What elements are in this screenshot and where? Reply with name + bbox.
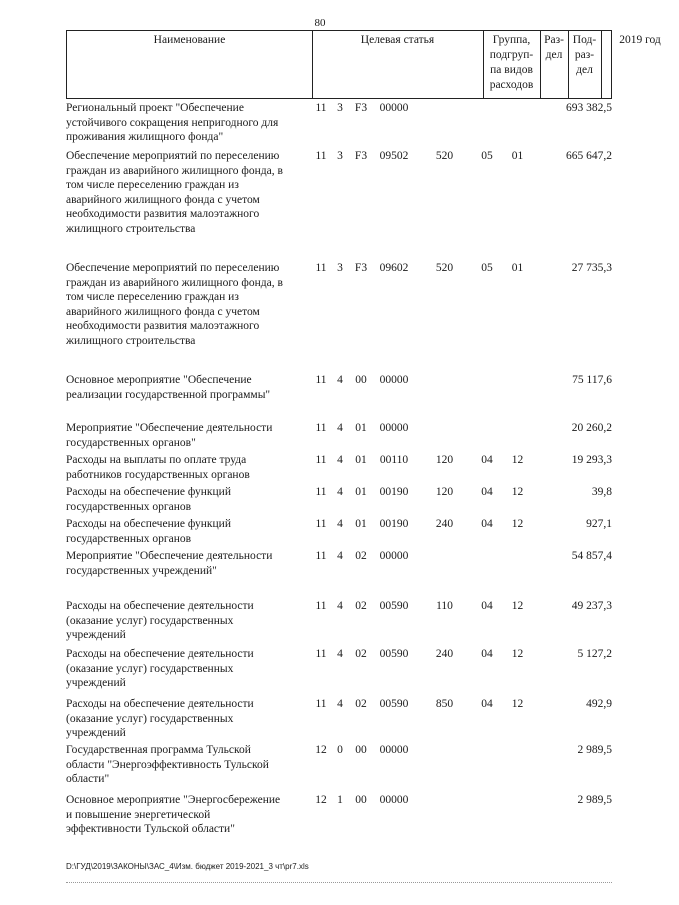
amount-2019: 5 127,2 (577, 648, 612, 660)
amount-2019: 2 989,5 (577, 794, 612, 806)
amount-2019: 492,9 (586, 698, 612, 710)
target-code-direction: 00 (355, 374, 367, 386)
subsection-code: 12 (511, 698, 524, 710)
header-section: Раз- дел (544, 34, 564, 61)
target-code-direction: F3 (354, 262, 368, 274)
header-expense-group: Группа, подгруп- па видов расходов (489, 34, 534, 91)
expense-group-code: 520 (435, 262, 454, 274)
target-code-direction: 02 (355, 648, 367, 660)
row-name: Расходы на выплаты по оплате труда работников государственных органов (66, 454, 250, 481)
amount-2019: 54 857,4 (571, 550, 612, 562)
file-path: D:\ГУД\2019\ЗАКОНЫ\ЗАС_4\Изм. бюджет 2019-2021_3 чт\pr7.xls (66, 862, 309, 871)
target-code-expense: 00590 (379, 698, 409, 710)
target-code-subprogram: 0 (337, 744, 343, 756)
target-code-direction: 01 (355, 486, 367, 498)
target-code-program: 12 (315, 794, 327, 806)
section-code: 04 (481, 518, 493, 530)
target-code-subprogram: 4 (337, 600, 343, 612)
target-code-subprogram: 1 (337, 794, 343, 806)
target-code-subprogram: 3 (337, 102, 343, 114)
amount-2019: 693 382,5 (566, 102, 612, 114)
target-code-subprogram: 4 (337, 648, 343, 660)
target-code-expense: 00000 (379, 374, 409, 386)
section-code: 04 (481, 698, 493, 710)
section-code: 04 (481, 600, 493, 612)
target-code-program: 11 (315, 600, 327, 612)
target-code-direction: F3 (354, 150, 368, 162)
target-code-direction: 02 (355, 600, 367, 612)
row-name: Мероприятие "Обеспечение деятельности государственных органов" (66, 422, 273, 449)
row-name: Региональный проект "Обеспечение устойчивого сокращения непригодного для проживания жилищного фонда" (66, 102, 279, 143)
target-code-direction: 00 (355, 794, 367, 806)
target-code-expense: 00110 (379, 454, 409, 466)
target-code-expense: 00000 (379, 422, 409, 434)
subsection-code: 01 (511, 150, 524, 162)
expense-group-code: 240 (435, 648, 454, 660)
target-code-expense: 09602 (379, 262, 409, 274)
target-code-expense: 00000 (379, 550, 409, 562)
amount-2019: 19 293,3 (571, 454, 612, 466)
target-code-direction: 02 (355, 550, 367, 562)
target-code-subprogram: 4 (337, 374, 343, 386)
section-code: 05 (481, 150, 493, 162)
target-code-expense: 00000 (379, 102, 409, 114)
amount-2019: 2 989,5 (577, 744, 612, 756)
subsection-code: 12 (511, 454, 524, 466)
target-code-subprogram: 4 (337, 486, 343, 498)
header-target-article: Целевая статья (360, 34, 435, 46)
target-code-subprogram: 4 (337, 422, 343, 434)
subsection-code: 12 (511, 486, 524, 498)
target-code-direction: 01 (355, 454, 367, 466)
expense-group-code: 520 (435, 150, 454, 162)
target-code-expense: 09502 (379, 150, 409, 162)
target-code-program: 11 (315, 150, 327, 162)
target-code-program: 11 (315, 518, 327, 530)
target-code-program: 12 (315, 744, 327, 756)
target-code-subprogram: 4 (337, 550, 343, 562)
row-name: Государственная программа Тульской области "Энергоэффективность Тульской области" (66, 744, 269, 785)
target-code-subprogram: 4 (337, 454, 343, 466)
target-code-direction: 01 (355, 518, 367, 530)
target-code-direction: F3 (354, 102, 368, 114)
target-code-direction: 00 (355, 744, 367, 756)
section-code: 04 (481, 648, 493, 660)
target-code-program: 11 (315, 262, 327, 274)
section-code: 04 (481, 454, 493, 466)
target-code-expense: 00000 (379, 744, 409, 756)
header-year: 2019 год (619, 34, 661, 46)
section-code: 04 (481, 486, 493, 498)
subsection-code: 12 (511, 648, 524, 660)
row-name: Расходы на обеспечение функций государственных органов (66, 518, 231, 545)
target-code-program: 11 (315, 648, 327, 660)
target-code-program: 11 (315, 486, 327, 498)
footer-divider (66, 882, 612, 883)
target-code-expense: 00590 (379, 600, 409, 612)
amount-2019: 39,8 (591, 486, 612, 498)
target-code-expense: 00000 (379, 794, 409, 806)
target-code-expense: 00190 (379, 518, 409, 530)
target-code-subprogram: 3 (337, 150, 343, 162)
expense-group-code: 240 (435, 518, 454, 530)
row-name: Расходы на обеспечение деятельности (оказание услуг) государственных учреждений (66, 648, 254, 689)
target-code-direction: 02 (355, 698, 367, 710)
row-name: Мероприятие "Обеспечение деятельности государственных учреждений" (66, 550, 273, 577)
subsection-code: 12 (511, 518, 524, 530)
row-name: Обеспечение мероприятий по переселению граждан из аварийного жилищного фонда, в том числе переселению граждан из аварийного жилищного фонда с учетом необходимости развития малоэтажного жилищного строительства (66, 150, 283, 235)
target-code-program: 11 (315, 374, 327, 386)
row-name: Расходы на обеспечение функций государственных органов (66, 486, 231, 513)
row-name: Расходы на обеспечение деятельности (оказание услуг) государственных учреждений (66, 698, 254, 739)
row-name: Основное мероприятие "Энергосбережение и повышение энергетической эффективности Тульской области" (66, 794, 281, 835)
table-header (66, 30, 661, 99)
target-code-program: 11 (315, 102, 327, 114)
target-code-subprogram: 4 (337, 518, 343, 530)
subsection-code: 01 (511, 262, 524, 274)
header-subsection: Под- раз- дел (572, 34, 597, 76)
section-code: 05 (481, 262, 493, 274)
target-code-expense: 00190 (379, 486, 409, 498)
amount-2019: 75 117,6 (572, 374, 612, 386)
expense-group-code: 120 (435, 454, 454, 466)
header-name: Наименование (153, 34, 226, 46)
expense-group-code: 120 (435, 486, 454, 498)
row-name: Расходы на обеспечение деятельности (оказание услуг) государственных учреждений (66, 600, 254, 641)
amount-2019: 20 260,2 (571, 422, 612, 434)
target-code-program: 11 (315, 454, 327, 466)
amount-2019: 927,1 (586, 518, 612, 530)
amount-2019: 665 647,2 (566, 150, 612, 162)
expense-group-code: 110 (436, 600, 453, 612)
subsection-code: 12 (511, 600, 524, 612)
target-code-direction: 01 (355, 422, 367, 434)
row-name: Обеспечение мероприятий по переселению граждан из аварийного жилищного фонда, в том числе переселению граждан из аварийного жилищного фонда с учетом необходимости развития малоэтажного жилищного строительства (66, 262, 283, 347)
row-name: Основное мероприятие "Обеспечение реализации государственной программы" (66, 374, 271, 401)
target-code-subprogram: 4 (337, 698, 343, 710)
target-code-program: 11 (315, 422, 327, 434)
amount-2019: 49 237,3 (571, 600, 612, 612)
target-code-subprogram: 3 (337, 262, 343, 274)
page-number: 80 (314, 17, 326, 29)
target-code-program: 11 (315, 698, 327, 710)
target-code-program: 11 (315, 550, 327, 562)
expense-group-code: 850 (435, 698, 454, 710)
target-code-expense: 00590 (379, 648, 409, 660)
amount-2019: 27 735,3 (571, 262, 612, 274)
